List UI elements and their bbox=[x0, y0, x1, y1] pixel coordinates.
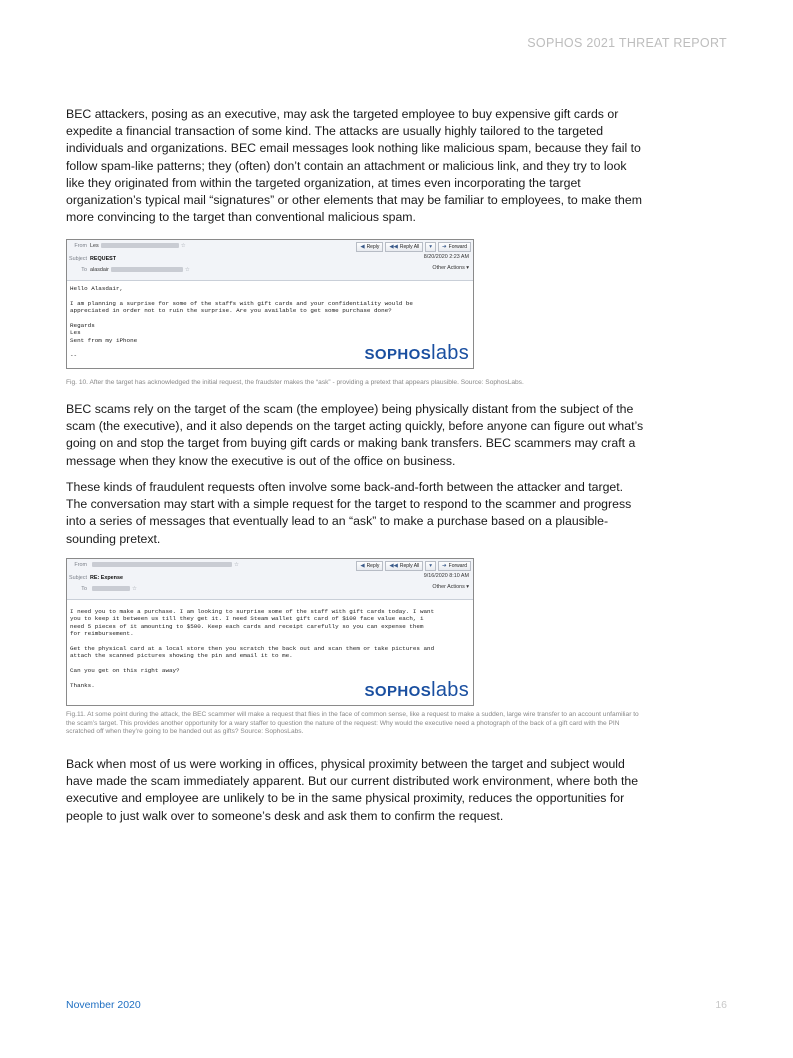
subject-label: Subject bbox=[69, 256, 87, 262]
email-date: 8/20/2020 2:23 AM bbox=[423, 254, 469, 260]
sophoslabs-logo: SOPHOS labs bbox=[364, 679, 469, 701]
email-body: Hello Alasdair, I am planning a surprise for some of the staffs with gift cards and your confidentiality would be appreciated in order not to ruin the surprise. Are you available to get some purchase done? Regards Les Sent from my iPhone -- bbox=[70, 285, 413, 359]
other-actions-button[interactable]: Other Actions ▾ bbox=[432, 584, 469, 590]
reply-button[interactable]: ◀ Reply bbox=[356, 561, 383, 571]
to-label: To bbox=[81, 267, 87, 273]
star-icon: ☆ bbox=[180, 243, 186, 249]
email-toolbar bbox=[356, 561, 471, 571]
subject-label: Subject bbox=[69, 575, 87, 581]
email-screenshot-2 bbox=[66, 558, 474, 706]
subject-value: RE: Expense bbox=[90, 575, 123, 581]
chevron-down-icon: ▾ bbox=[466, 265, 469, 271]
reply-all-dropdown[interactable] bbox=[425, 242, 436, 252]
reply-all-icon: ◀◀ bbox=[389, 563, 398, 569]
sophoslabs-logo: SOPHOS labs bbox=[364, 342, 469, 364]
paragraph-physical-proximity: Back when most of us were working in offices, physical proximity between the target and subject would have made the scam immediately apparent. But our current distributed work environment, where both the executive and employee are unlikely to be in the same physical proximity, reduces the opportunities for people to just walk over to someone’s desk and ask them to confirm the request. bbox=[66, 757, 639, 823]
reply-button[interactable]: ◀ Reply bbox=[356, 242, 383, 252]
to-label: To bbox=[81, 586, 87, 592]
forward-button[interactable]: ➜ Forward bbox=[438, 242, 471, 252]
reply-arrow-icon: ◀ bbox=[360, 563, 365, 569]
chevron-down-icon: ▾ bbox=[429, 244, 433, 250]
chevron-down-icon: ▾ bbox=[466, 584, 469, 590]
to-value bbox=[90, 584, 137, 594]
paragraph-back-and-forth: These kinds of fraudulent requests often involve some back-and-forth between the attacker and target. The conversation may start with a simple request for the target to respond to the scammer and progress into a series of messages that eventually lead to an “ask” to make a purchase based on a plausible-sounding pretext. bbox=[66, 480, 632, 546]
page-number: 16 bbox=[715, 999, 727, 1011]
reply-all-dropdown[interactable] bbox=[425, 561, 436, 571]
report-title: SOPHOS 2021 THREAT REPORT bbox=[527, 36, 727, 50]
forward-arrow-icon: ➜ bbox=[442, 563, 447, 569]
footer-date: November 2020 bbox=[66, 999, 141, 1011]
star-icon: ☆ bbox=[234, 562, 239, 568]
email-toolbar bbox=[356, 242, 471, 252]
figure-caption-11: Fig.11. At some point during the attack, the BEC scammer will make a request that flies in the face of common sense, like a request to make a sudden, large wire transfer to an account unfamiliar to the scam’s target. This provides another opportunity for a wary staffer to question the nature of the request: Why would the executive need a photograph of the back of a gift card with the PIN scratched off when they’re going to be handed out as gifts? Source: SophosLabs. bbox=[66, 711, 639, 736]
from-value bbox=[90, 560, 239, 570]
forward-button[interactable]: ➜ Forward bbox=[438, 561, 471, 571]
email-screenshot-1 bbox=[66, 239, 474, 369]
from-label: From bbox=[74, 243, 87, 249]
other-actions-button[interactable]: Other Actions ▾ bbox=[432, 265, 469, 271]
email-header bbox=[67, 240, 473, 281]
paragraph-bec-distance: BEC scams rely on the target of the scam (the employee) being physically distant from the subject of the scam (the executive), and it also depends on the target acting quickly, before anyone can figure out what’s going on and stop the target from buying gift cards or making bank transfers. BEC scammers may craft a message when they know the executive is out of the office on business. bbox=[66, 402, 644, 468]
reply-all-button[interactable]: ◀◀ Reply All bbox=[385, 561, 423, 571]
to-value: alasdair ☆ bbox=[90, 267, 190, 273]
email-body: I need you to make a purchase. I am looking to surprise some of the staff with gift cards today. I want you to keep it between us till they get it. I need Steam wallet gift card of $100 face value each, i need 5 pieces of it amounting to $500. Keep each cards and receipt carefully so you can expense them for reimbursement. Get the physical card at a local store then you scratch the back out and scan them or take pictures and attach the scanned pictures showing the pin and email it to me. Can you get on this right away? Thanks. bbox=[70, 608, 435, 690]
paragraph-bec-intro: BEC attackers, posing as an executive, may ask the targeted employee to buy expensive gift cards or expedite a financial transaction of some kind. The attacks are usually highly tailored to the targeted individuals and organizations. BEC email messages look nothing like malicious spam, because they fail to follow spam-like patterns; they (often) don’t contain an attachment or malicious link, and they try to look like they originated from within the targeted organization, at times even incorporating the target organization’s typical mail “signatures” or other elements that may be familiar to employees, to make them more convincing to the target than conventional malicious spam. bbox=[66, 107, 642, 225]
subject-value: REQUEST bbox=[90, 256, 117, 262]
email-date: 9/16/2020 8:10 AM bbox=[423, 573, 469, 579]
from-label: From bbox=[74, 562, 87, 568]
from-value: Les ☆ bbox=[90, 243, 186, 249]
email-header bbox=[67, 559, 473, 600]
reply-all-icon: ◀◀ bbox=[389, 244, 398, 250]
chevron-down-icon: ▾ bbox=[429, 563, 433, 569]
reply-all-button[interactable]: ◀◀ Reply All bbox=[385, 242, 423, 252]
star-icon: ☆ bbox=[132, 586, 137, 592]
star-icon: ☆ bbox=[184, 267, 190, 273]
reply-arrow-icon: ◀ bbox=[360, 244, 365, 250]
forward-arrow-icon: ➜ bbox=[442, 244, 447, 250]
figure-caption-10: Fig. 10. After the target has acknowledged the initial request, the fraudster makes the “ask” - providing a pretext that appears plausible. Source: SophosLabs. bbox=[66, 379, 524, 386]
